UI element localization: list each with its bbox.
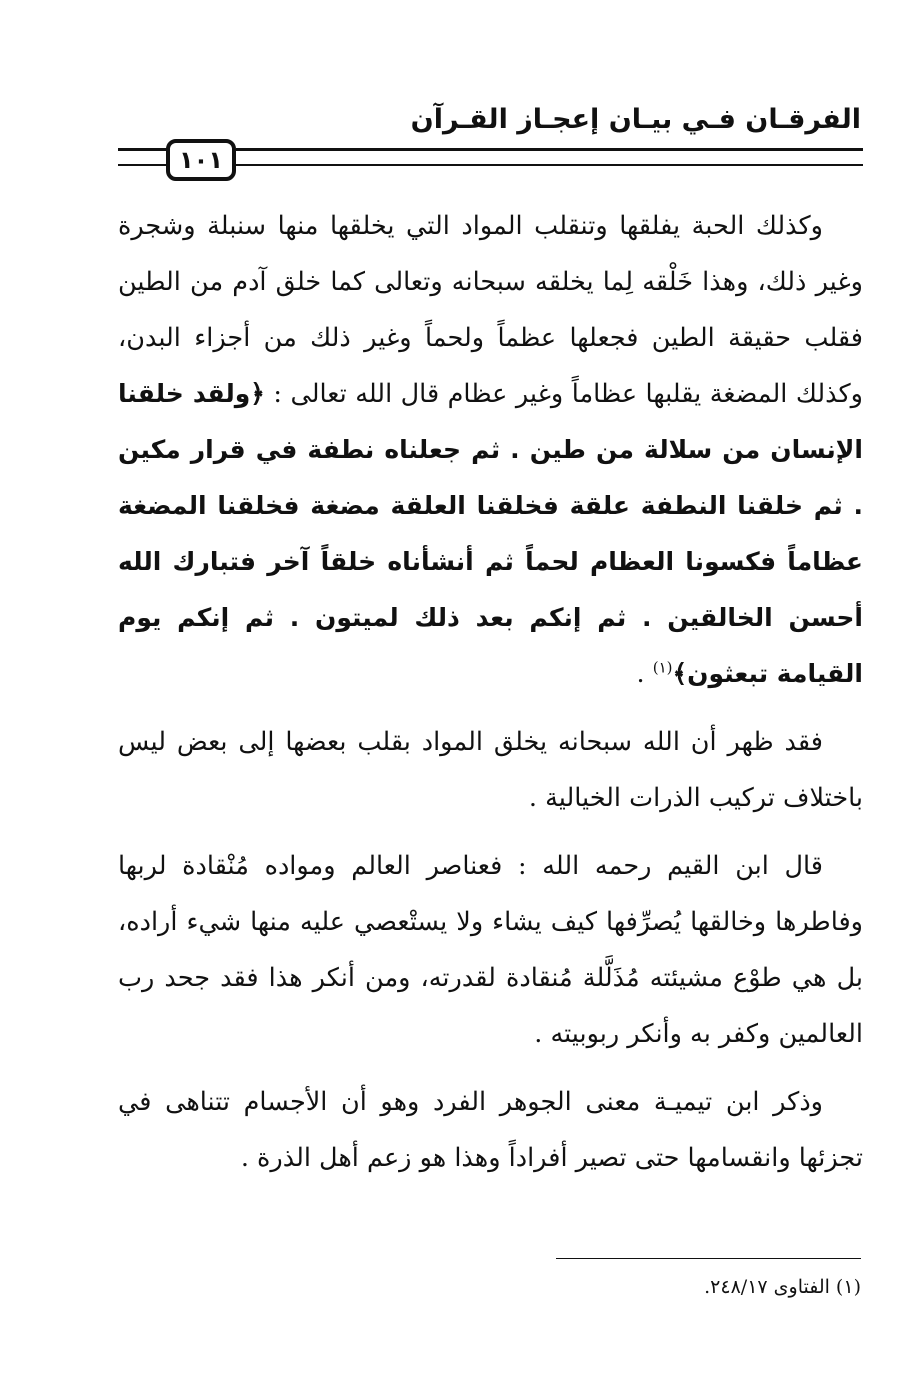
paragraph-1-text: وكذلك الحبة يفلقها وتنقلب المواد التي يخلقها منها سنبلة وشجرة وغير ذلك، وهذا خَلْقه لِما يخلقه سبحانه وتعالى كما خلق آدم من الطين فقلب حقيقة الطين فجعلها عظماً ولحماً وغير ذلك من أجزاء البدن، وكذلك المضغة يقلبها عظاماً وغير عظام قال الله تعالى : — [118, 211, 863, 409]
quran-verse: ﴿ولقد خلقنا الإنسان من سلالة من طين . ثم جعلناه نطفة في قرار مكين . ثم خلقنا النطفة علقة فخلقنا العلقة مضغة فخلقنا المضغة عظاماً فكسونا العظام لحماً ثم أنشأناه خلقاً آخر فتبارك الله أحسن الخالقين . ثم إنكم بعد ذلك لميتون . ثم إنكم يوم القيامة تبعثون﴾ — [118, 379, 863, 688]
main-text — [118, 198, 863, 1198]
book-title: الفرقـان فـي بيـان إعجـاز القـرآن — [410, 104, 861, 135]
header-rule-bottom-left — [118, 164, 168, 166]
paragraph-4: وذكر ابن تيميـة معنى الجوهر الفرد وهو أن الأجسام تتناهى في تجزئها وانقسامها حتى تصير أفراداً وهذا هو زعم أهل الذرة . — [118, 1087, 863, 1173]
header-rule-top-left — [118, 148, 168, 151]
footnote-divider — [556, 1258, 861, 1259]
header-rule-bottom — [236, 164, 863, 166]
footnote-reference: (١) — [652, 658, 673, 677]
header-rule-top — [236, 148, 863, 151]
paragraph-3: قال ابن القيم رحمه الله : فعناصر العالم ومواده مُنْقادة لربها وفاطرها وخالقها يُصرِّفها كيف يشاء ولا يستْعصي عليه منها شيء أراده، بل هي طوْع مشيئته مُذَلَّلة مُنقادة لقدرته، ومن أنكر هذا فقد جحد رب العالمين وكفر به وأنكر ربوبيته . — [118, 851, 863, 1049]
paragraph-2: فقد ظهر أن الله سبحانه يخلق المواد بقلب بعضها إلى بعض ليس باختلاف تركيب الذرات الخيالية . — [118, 727, 863, 813]
page-number-label: ١٠١ — [179, 146, 223, 174]
paragraph-1-end: . — [636, 659, 653, 689]
footnote: (١) الفتاوى ٢٤٨/١٧. — [704, 1276, 861, 1298]
paragraph-1 — [118, 198, 863, 702]
page-number — [166, 139, 236, 181]
